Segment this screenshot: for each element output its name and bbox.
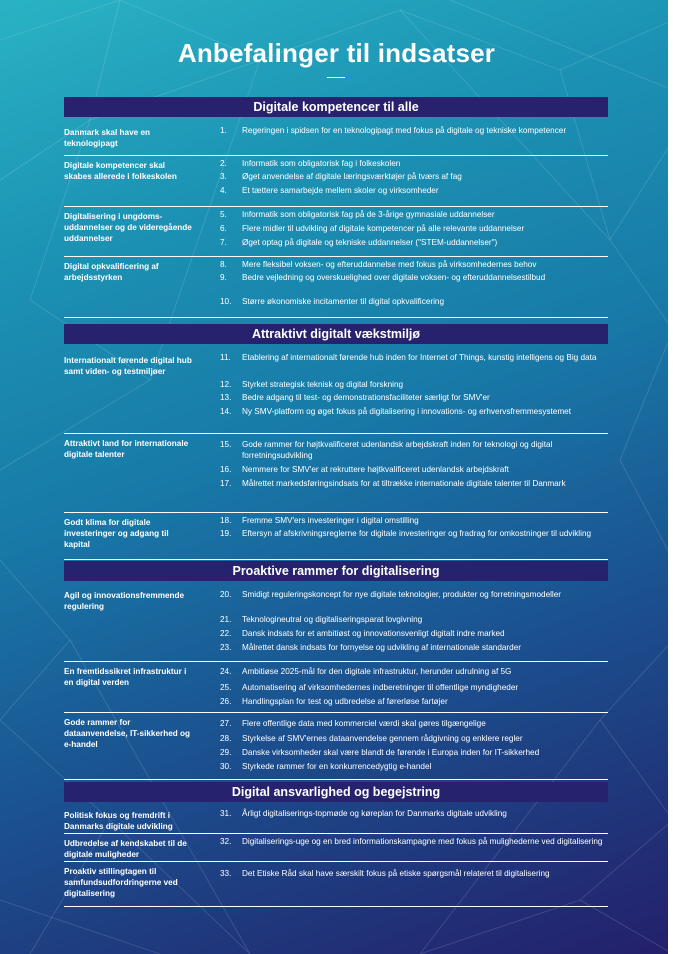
item-number: 14. — [220, 407, 232, 416]
group-label: Danmark skal have en teknologipagt — [64, 128, 151, 148]
item-text: Handlingsplan for test og udbredelse af førerløse fartøjer — [242, 697, 448, 706]
item-text: Øget optag på digitale og tekniske uddannelser ("STEM-uddannelser") — [242, 238, 498, 247]
recommendation-item — [220, 683, 606, 694]
recommendation-group — [64, 712, 608, 780]
item-text: Øget anvendelse af digitale læringsværktøjer på tværs af fag — [242, 172, 462, 181]
recommendation-group — [64, 433, 608, 513]
recommendation-item — [220, 186, 606, 197]
recommendation-item — [220, 719, 606, 730]
recommendation-group — [64, 206, 608, 257]
item-text: Dansk indsats for et ambitiøst og innovationsvenligt digitalt indre marked — [242, 629, 505, 638]
item-text: Fremme SMV'ers investeringer i digital omstilling — [242, 516, 419, 525]
item-number: 9. — [220, 273, 227, 282]
group-label: Godt klima for digitale investeringer og adgang til kapital — [64, 518, 169, 549]
item-number: 24. — [220, 667, 232, 676]
item-text: Gode rammer for højtkvalificeret udenlandsk arbejdskraft inden for teknologi og digital forretningsudvikling — [242, 440, 553, 460]
group-label: Politisk fokus og fremdrift i Danmarks digitale udvikling — [64, 811, 173, 831]
recommendation-group — [64, 805, 608, 834]
item-text: Digitaliserings-uge og en bred informationskampagne med fokus på mulighederne ved digitalisering — [242, 837, 603, 846]
item-number: 32. — [220, 837, 232, 846]
recommendation-group — [64, 833, 608, 862]
recommendation-item — [220, 273, 606, 284]
item-text: Det Etiske Råd skal have særskilt fokus på etiske spørgsmål relateret til digitalisering — [242, 869, 550, 878]
item-text: Flere offentlige data med kommerciel værdi skal gøres tilgængelige — [242, 719, 486, 728]
recommendation-item — [220, 407, 606, 418]
item-text: Målrettet dansk indsats for fornyelse og udvikling af internationale standarder — [242, 643, 521, 652]
item-number: 29. — [220, 748, 232, 757]
recommendation-item — [220, 697, 606, 708]
item-number: 26. — [220, 697, 232, 706]
recommendation-item — [220, 516, 606, 527]
recommendation-item — [220, 748, 606, 759]
item-text: Automatisering af virksomhedernes indberetninger til offentlige myndigheder — [242, 683, 519, 692]
group-label: Digitalisering i ungdoms-uddannelser og de videregående uddannelser — [64, 212, 192, 243]
recommendation-item — [220, 159, 606, 170]
recommendation-group — [64, 350, 608, 434]
item-number: 18. — [220, 516, 232, 525]
item-number: 30. — [220, 762, 232, 771]
group-label: Udbredelse af kendskabet til de digitale muligheder — [64, 839, 187, 859]
recommendation-group — [64, 861, 608, 907]
item-number: 17. — [220, 479, 232, 488]
recommendation-item — [220, 667, 606, 678]
recommendation-item — [220, 734, 606, 745]
group-label: En fremtidssikret infrastruktur i en digital verden — [64, 667, 187, 687]
recommendation-item — [220, 479, 606, 490]
item-number: 25. — [220, 683, 232, 692]
recommendation-group — [64, 155, 608, 207]
recommendation-item — [220, 809, 606, 820]
recommendation-item — [220, 629, 606, 640]
item-text: Styrkede rammer for en konkurrencedygtig e-handel — [242, 762, 432, 771]
item-text: Styrket strategisk teknisk og digital forskning — [242, 380, 404, 389]
recommendation-item — [220, 590, 606, 601]
recommendation-item — [220, 126, 606, 137]
item-number: 6. — [220, 224, 227, 233]
recommendation-item — [220, 869, 606, 880]
item-text: Eftersyn af afskrivningsreglerne for digitale investeringer og fradrag for omkostninger til udvikling — [242, 529, 592, 538]
item-text: Et tættere samarbejde mellem skoler og virksomheder — [242, 186, 439, 195]
item-number: 15. — [220, 440, 232, 449]
item-text: Regeringen i spidsen for en teknologipagt med fokus på digitale og tekniske kompetencer — [242, 126, 567, 135]
item-number: 3. — [220, 172, 227, 181]
item-number: 2. — [220, 159, 227, 168]
item-number: 12. — [220, 380, 232, 389]
item-text: Mere fleksibel voksen- og efteruddannelse med fokus på virksomhedernes behov — [242, 260, 537, 269]
item-text: Smidigt reguleringskoncept for nye digitale teknologier, produkter og forretningsmodeller — [242, 590, 562, 599]
page-title: Anbefalinger til indsatser — [177, 38, 496, 68]
recommendation-item — [220, 440, 606, 461]
group-label: Proaktiv stillingtagen til samfundsudfordringerne ved digitalisering — [64, 867, 178, 898]
recommendation-item — [220, 762, 606, 773]
recommendation-item — [220, 210, 606, 221]
group-label: Agil og innovationsfremmende regulering — [64, 591, 185, 611]
item-text: Informatik som obligatorisk fag i folkeskolen — [242, 159, 401, 168]
item-text: Bedre adgang til test- og demonstrationsfaciliteter særligt for SMV'er — [242, 393, 490, 402]
group-label: Attraktivt land for internationale digitale talenter — [64, 439, 189, 459]
item-number: 1. — [220, 126, 227, 135]
item-text: Nemmere for SMV'er at rekruttere højtkvalificeret udenlandsk arbejdskraft — [242, 465, 509, 474]
item-number: 33. — [220, 869, 232, 878]
item-number: 5. — [220, 210, 227, 219]
item-text: Bedre vejledning og overskuelighed over digitale voksen- og efteruddannelsestilbud — [242, 273, 546, 282]
item-number: 13. — [220, 393, 232, 402]
item-number: 16. — [220, 465, 232, 474]
item-text: Danske virksomheder skal være blandt de førende i Europa inden for IT-sikkerhed — [242, 748, 540, 757]
page-edge — [668, 0, 673, 954]
item-text: Etablering af internationalt førende hub inden for Internet of Things, kunstig intelligens og Big data — [242, 353, 597, 362]
item-text: Ny SMV-platform og øget fokus på digitalisering i innovations- og erhvervsfremmesystemet — [242, 407, 571, 416]
item-number: 23. — [220, 643, 232, 652]
item-number: 4. — [220, 186, 227, 195]
recommendation-item — [220, 643, 606, 654]
item-number: 21. — [220, 615, 232, 624]
item-text: Målrettet markedsføringsindsats for at tiltrække internationale digitale talenter til Danmark — [242, 479, 566, 488]
item-text: Større økonomiske incitamenter til digital opkvalificering — [242, 297, 445, 306]
recommendation-item — [220, 380, 606, 391]
item-text: Ambitiøse 2025-mål for den digitale infrastruktur, herunder udrulning af 5G — [242, 667, 512, 676]
group-label: Digital opkvalificering af arbejdsstyrken — [64, 262, 159, 282]
recommendation-item — [220, 297, 606, 308]
section-header: Digitale kompetencer til alle — [64, 97, 608, 117]
item-number: 20. — [220, 590, 232, 599]
recommendation-group — [64, 122, 608, 156]
recommendation-item — [220, 238, 606, 249]
recommendation-item — [220, 224, 606, 235]
item-number: 19. — [220, 529, 232, 538]
recommendation-group — [64, 512, 608, 560]
recommendation-item — [220, 465, 606, 476]
item-text: Informatik som obligatorisk fag på de 3-årige gymnasiale uddannelser — [242, 210, 495, 219]
recommendation-group — [64, 256, 608, 318]
item-number: 7. — [220, 238, 227, 247]
item-text: Styrkelse af SMV'ernes dataanvendelse gennem rådgivning og enklere regler — [242, 734, 523, 743]
title-underline — [327, 77, 345, 78]
item-number: 10. — [220, 297, 232, 306]
section-header: Proaktive rammer for digitalisering — [64, 561, 608, 581]
item-text: Flere midler til udvikling af digitale kompetencer på alle relevante uddannelser — [242, 224, 525, 233]
section-header: Attraktivt digitalt vækstmiljø — [64, 324, 608, 344]
recommendation-item — [220, 837, 606, 848]
section-header: Digital ansvarlighed og begejstring — [64, 782, 608, 802]
item-number: 31. — [220, 809, 232, 818]
recommendation-group — [64, 585, 608, 662]
item-number: 22. — [220, 629, 232, 638]
group-label: Gode rammer for dataanvendelse, IT-sikkerhed og e-handel — [64, 718, 191, 749]
group-label: Internationalt førende digital hub samt viden- og testmiljøer — [64, 356, 192, 376]
recommendation-item — [220, 172, 606, 183]
recommendation-item — [220, 615, 606, 626]
recommendation-item — [220, 393, 606, 404]
item-number: 8. — [220, 260, 227, 269]
recommendation-group — [64, 661, 608, 713]
item-text: Teknologineutral og digitaliseringsparat lovgivning — [242, 615, 423, 624]
recommendation-item — [220, 353, 606, 364]
recommendation-item — [220, 260, 606, 271]
group-label: Digitale kompetencer skal skabes allerede i folkeskolen — [64, 161, 177, 181]
item-number: 28. — [220, 734, 232, 743]
item-number: 11. — [220, 353, 231, 362]
item-number: 27. — [220, 719, 232, 728]
recommendation-item — [220, 529, 606, 540]
item-text: Årligt digitaliserings-topmøde og køreplan for Danmarks digitale udvikling — [242, 809, 507, 818]
